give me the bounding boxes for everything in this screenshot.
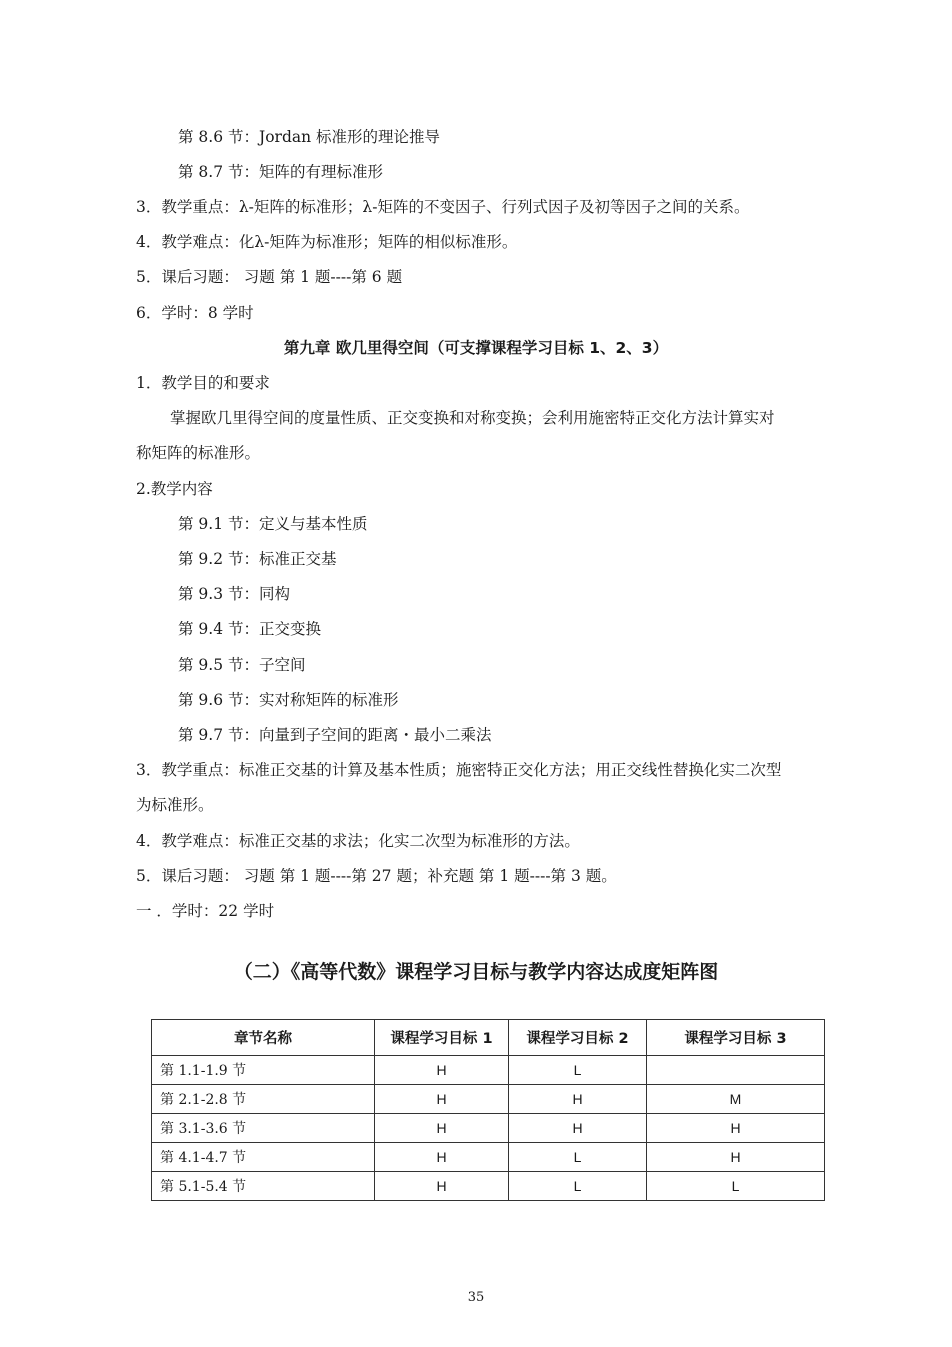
section-8-7: 第 8.7 节：矩阵的有理标准形 [178, 163, 384, 181]
cell-goal-1: H [375, 1143, 509, 1172]
table-row [152, 1085, 825, 1114]
section-9-7: 第 9.7 节：向量到子空间的距离・最小二乘法 [178, 726, 492, 744]
ch9-exercises: 5．课后习题： 习题 第 1 题----第 27 题；补充题 第 1 题----第 3 题。 [136, 867, 617, 885]
table-row [152, 1172, 825, 1201]
header-goal-1: 课程学习目标 1 [375, 1020, 509, 1056]
ch9-goal-heading: 1．教学目的和要求 [136, 374, 270, 392]
cell-goal-3: L [647, 1172, 825, 1201]
table-row [152, 1143, 825, 1172]
ch9-goal-text-1: 掌握欧几里得空间的度量性质、正交变换和对称变换；会利用施密特正交化方法计算实对 [170, 409, 775, 427]
table-header-row [152, 1020, 825, 1056]
section-9-5: 第 9.5 节：子空间 [178, 656, 306, 674]
cell-goal-1: H [375, 1056, 509, 1085]
cell-chapter: 第 1.1-1.9 节 [152, 1056, 375, 1085]
cell-goal-3: M [647, 1085, 825, 1114]
cell-goal-1: H [375, 1085, 509, 1114]
cell-chapter: 第 4.1-4.7 节 [152, 1143, 375, 1172]
cell-goal-1: H [375, 1114, 509, 1143]
ch8-difficulty: 4．教学难点：化λ-矩阵为标准形；矩阵的相似标准形。 [136, 233, 518, 251]
cell-goal-3: H [647, 1143, 825, 1172]
header-goal-3: 课程学习目标 3 [647, 1020, 825, 1056]
section-9-3: 第 9.3 节：同构 [178, 585, 291, 603]
section-9-1: 第 9.1 节：定义与基本性质 [178, 515, 368, 533]
cell-goal-2: H [509, 1085, 647, 1114]
ch9-focus-2: 为标准形。 [136, 796, 214, 814]
cell-goal-2: L [509, 1143, 647, 1172]
ch9-content-heading: 2.教学内容 [136, 480, 213, 498]
table-row [152, 1114, 825, 1143]
section-9-6: 第 9.6 节：实对称矩阵的标准形 [178, 691, 399, 709]
section-9-4: 第 9.4 节：正交变换 [178, 620, 322, 638]
achievement-matrix-table [151, 1019, 825, 1201]
page-number: 35 [467, 1290, 485, 1305]
cell-chapter: 第 5.1-5.4 节 [152, 1172, 375, 1201]
cell-goal-3: H [647, 1114, 825, 1143]
chapter9-title: 第九章 欧几里得空间（可支撑课程学习目标 1、2、3） [283, 339, 669, 357]
ch8-exercises: 5．课后习题： 习题 第 1 题----第 6 题 [136, 268, 403, 286]
ch9-difficulty: 4．教学难点：标准正交基的求法；化实二次型为标准形的方法。 [136, 832, 580, 850]
section-8-6: 第 8.6 节：Jordan 标准形的理论推导 [178, 128, 441, 146]
matrix-title: （二）《高等代数》课程学习目标与教学内容达成度矩阵图 [233, 961, 719, 983]
header-chapter-name: 章节名称 [152, 1020, 375, 1056]
cell-goal-1: H [375, 1172, 509, 1201]
header-goal-2: 课程学习目标 2 [509, 1020, 647, 1056]
ch9-goal-text-2: 称矩阵的标准形。 [136, 444, 261, 462]
ch8-hours: 6．学时：8 学时 [136, 304, 254, 322]
ch9-hours: 一 ．学时：22 学时 [136, 902, 275, 920]
cell-chapter: 第 3.1-3.6 节 [152, 1114, 375, 1143]
cell-goal-2: H [509, 1114, 647, 1143]
ch9-focus-1: 3．教学重点：标准正交基的计算及基本性质；施密特正交化方法；用正交线性替换化实二次型 [136, 761, 782, 779]
cell-goal-2: L [509, 1056, 647, 1085]
table-row [152, 1056, 825, 1085]
cell-goal-3 [647, 1056, 825, 1085]
cell-goal-2: L [509, 1172, 647, 1201]
ch8-focus: 3．教学重点：λ-矩阵的标准形；λ-矩阵的不变因子、行列式因子及初等因子之间的关系。 [136, 198, 750, 216]
cell-chapter: 第 2.1-2.8 节 [152, 1085, 375, 1114]
section-9-2: 第 9.2 节：标准正交基 [178, 550, 337, 568]
